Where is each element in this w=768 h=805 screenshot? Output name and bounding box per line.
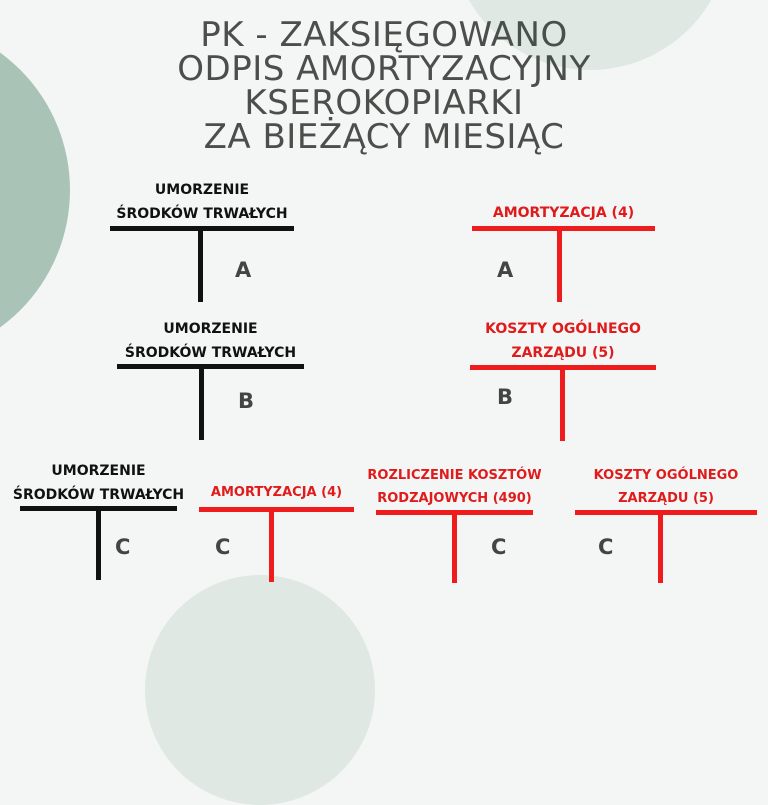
account-label-line2: ŚRODKÓW TRWAŁYCH xyxy=(116,206,288,222)
account-label-line1: AMORTYZACJA (4) xyxy=(492,205,635,221)
account-label-line2: ZARZĄDU (5) xyxy=(618,491,714,506)
account-label-line2: ŚRODKÓW TRWAŁYCH xyxy=(12,487,185,503)
account-stem xyxy=(452,510,457,583)
t-account-umorzenie-row3 xyxy=(2,456,195,583)
decorative-circle-bottom xyxy=(145,575,375,805)
title-line-2: ODPIS AMORTYZACYJNY xyxy=(177,49,591,89)
account-top-bar xyxy=(472,226,655,231)
entry-credit-A: A xyxy=(235,258,252,282)
entry-credit-B: B xyxy=(238,389,255,413)
t-account-umorzenie-row2 xyxy=(117,314,304,444)
title-line-3: KSEROKOPIARKI xyxy=(244,83,524,123)
account-stem xyxy=(560,365,565,441)
entry-credit-C: C xyxy=(115,535,131,559)
account-label-line2: ZARZĄDU (5) xyxy=(511,345,615,361)
account-label-line1: AMORTYZACJA (4) xyxy=(210,485,343,500)
account-label-line2: RODZAJOWYCH (490) xyxy=(377,491,532,506)
t-account-rozliczenie-kosztow-rodzajowych-row3 xyxy=(362,461,547,584)
entry-debit-A: A xyxy=(497,258,514,282)
entry-debit-B: B xyxy=(497,385,514,409)
title-line-4: ZA BIEŻĄCY MIESIĄC xyxy=(203,117,565,157)
account-label-line1: UMORZENIE xyxy=(154,182,250,198)
account-stem xyxy=(198,226,203,302)
title-line-1: PK - ZAKSIĘGOWANO xyxy=(200,15,568,55)
account-top-bar xyxy=(117,364,304,369)
account-top-bar xyxy=(575,510,757,515)
page-title xyxy=(0,15,768,157)
account-stem xyxy=(199,364,204,440)
t-account-umorzenie-row1 xyxy=(110,175,294,305)
entry-debit-C-koszty: C xyxy=(598,535,614,559)
account-label-line1: UMORZENIE xyxy=(51,463,146,479)
entry-debit-C-amortyzacja: C xyxy=(215,535,231,559)
t-account-amortyzacja-row1 xyxy=(472,198,655,305)
t-account-amortyzacja-row3 xyxy=(199,478,354,584)
account-label-line1: KOSZTY OGÓLNEGO xyxy=(593,468,739,483)
account-stem xyxy=(557,226,562,302)
entry-debit-C-rozliczenie: C xyxy=(491,535,507,559)
account-stem xyxy=(96,506,101,580)
account-label-line1: ROZLICZENIE KOSZTÓW xyxy=(367,468,542,483)
account-stem xyxy=(269,507,274,582)
account-label-line2: ŚRODKÓW TRWAŁYCH xyxy=(124,345,297,361)
t-account-koszty-ogolnego-zarzadu-row3 xyxy=(575,461,757,584)
account-label-line1: UMORZENIE xyxy=(163,321,258,337)
account-top-bar xyxy=(199,507,354,512)
t-account-koszty-ogolnego-zarzadu-row2 xyxy=(470,314,656,444)
account-stem xyxy=(658,510,663,583)
account-label-line1: KOSZTY OGÓLNEGO xyxy=(485,321,641,337)
